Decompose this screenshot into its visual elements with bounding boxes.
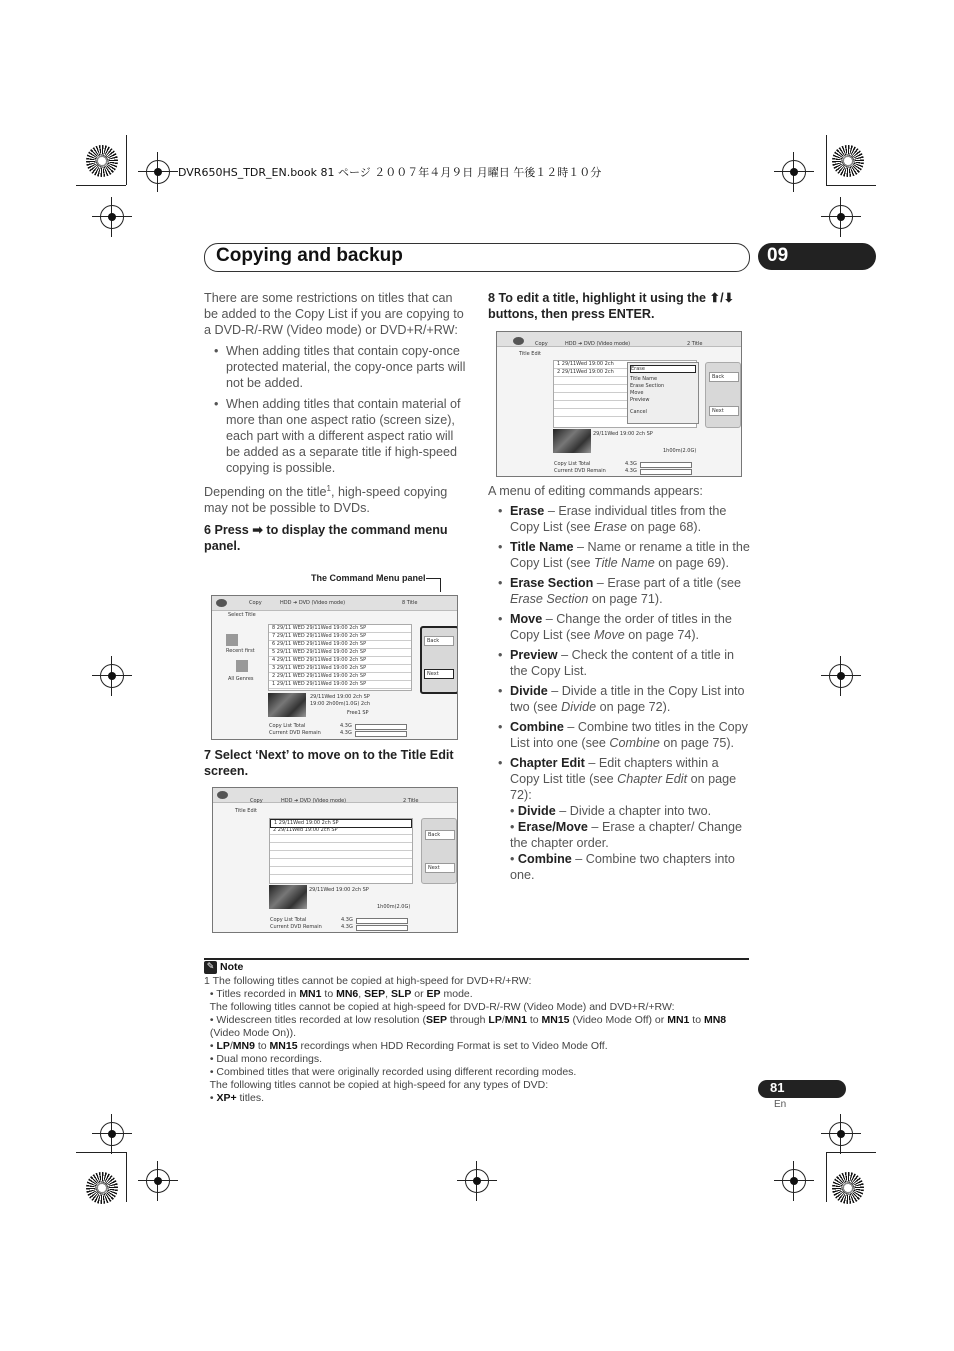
command-item: • Preview – Check the content of a title in the Copy List.: [488, 647, 750, 679]
table-row[interactable]: 8 29/11 WED 29/11Wed 19:00 2ch SP: [269, 625, 411, 633]
list-item: • When adding titles that contain material of more than one aspect ratio (screen size), each part with a different aspect ratio will be added as a separate title if high-speed copying is possible.: [204, 396, 466, 476]
screen-mode: Copy: [535, 341, 548, 347]
menu-item-cancel[interactable]: Cancel: [630, 409, 647, 415]
dvd-remain-value: 4.3G: [340, 730, 352, 736]
note-line: 1 The following titles cannot be copied at high-speed for DVD+R/+RW:: [204, 975, 532, 987]
genre-icon: [236, 660, 248, 672]
menu-item-erase[interactable]: Erase: [630, 365, 696, 373]
screen-count: 2 Title: [687, 341, 703, 347]
table-row[interactable]: 6 29/11 WED 29/11Wed 19:00 2ch SP: [269, 641, 411, 649]
back-button[interactable]: Back: [424, 636, 454, 646]
screen-dest: HDD ➜ DVD (Video mode): [565, 341, 631, 347]
crosshair-icon: [829, 664, 853, 688]
crosshair-icon: [100, 205, 124, 229]
title-list: [269, 818, 413, 884]
command-item: • Erase – Erase individual titles from the Copy List (see Erase on page 68).: [488, 503, 750, 535]
copy-total-value: 4.3G: [625, 461, 637, 467]
step-7: 7 Select ‘Next’ to move on to the Title Edit screen.: [204, 748, 454, 778]
intro-paragraph: There are some restrictions on titles that can be added to the Copy List if you are copying to a DVD-R/-RW (Video mode) or DVD+R/+RW:: [204, 291, 464, 337]
back-button[interactable]: Back: [425, 830, 455, 840]
crosshair-icon: [100, 1122, 124, 1146]
step-8: 8 To edit a title, highlight it using the ⬆/⬇ buttons, then press ENTER.: [488, 291, 735, 321]
registration-burst-icon: [832, 1172, 864, 1204]
copy-total-value: 4.3G: [340, 723, 352, 729]
command-item: • Move – Change the order of titles in the Copy List (see Move on page 74).: [488, 611, 750, 643]
screen-dest: HDD ➜ DVD (Video mode): [281, 798, 347, 804]
menu-intro: A menu of editing commands appears:: [488, 484, 703, 498]
menu-item-move[interactable]: Move: [630, 390, 644, 396]
table-row[interactable]: 1 29/11 WED 29/11Wed 19:00 2ch SP: [269, 681, 411, 689]
copy-total-label: Copy List Total: [554, 461, 591, 467]
menu-item-preview[interactable]: Preview: [630, 397, 650, 403]
crosshair-icon: [782, 160, 806, 184]
dvd-remain-label: Current DVD Remain: [554, 468, 606, 474]
table-row[interactable]: 2 29/11Wed 19:00 2ch SP: [270, 827, 412, 835]
table-row[interactable]: 7 29/11 WED 29/11Wed 19:00 2ch SP: [269, 633, 411, 641]
dvd-remain-label: Current DVD Remain: [270, 924, 322, 930]
title-duration: 1h00m(2.0G): [663, 448, 697, 454]
command-item: • Erase Section – Erase part of a title (see Erase Section on page 71).: [488, 575, 750, 607]
screenshot-title-edit: [212, 787, 458, 933]
note-body: [204, 975, 754, 1105]
command-item: • Combine – Combine two titles in the Copy List into one (see Combine on page 75).: [488, 719, 750, 751]
screenshot-edit-menu: [496, 331, 742, 477]
registration-burst-icon: [86, 1172, 118, 1204]
table-row[interactable]: 2 29/11 WED 29/11Wed 19:00 2ch SP: [269, 673, 411, 681]
command-item: • Divide – Divide a title in the Copy List into two (see Divide on page 72).: [488, 683, 750, 715]
callout-label: The Command Menu panel: [311, 573, 426, 583]
screen-section: Select Title: [228, 612, 256, 618]
note-line: • Titles recorded in MN1 to MN6, SEP, SLP or EP mode.: [204, 988, 473, 1000]
screenshot-select-title: [211, 595, 458, 740]
back-button[interactable]: Back: [709, 372, 739, 382]
capacity-bar: [640, 462, 692, 468]
page-number: 81: [770, 1080, 785, 1095]
video-thumbnail: [553, 429, 591, 453]
disc-icon: [216, 599, 227, 607]
note-line: The following titles cannot be copied at high-speed for DVD-R/-RW (Video Mode) and DVD+R/+RW:: [204, 1001, 675, 1013]
up-down-arrows-icon: ⬆/⬇: [709, 291, 735, 305]
page-title: Copying and backup: [216, 245, 403, 266]
registration-burst-icon: [86, 145, 118, 177]
copy-total-label: Copy List Total: [270, 917, 307, 923]
crosshair-icon: [829, 205, 853, 229]
chapter-subitem: • Erase/Move – Erase a chapter/ Change the chapter order.: [510, 820, 742, 850]
note-line: • Combined titles that were originally recorded using different recording modes.: [204, 1066, 577, 1078]
capacity-bar: [356, 918, 408, 924]
crosshair-icon: [100, 664, 124, 688]
note-line: (Video Mode On)).: [204, 1027, 297, 1039]
table-row[interactable]: 1 29/11Wed 19:00 2ch: [554, 361, 696, 369]
next-button[interactable]: Next: [425, 863, 455, 873]
title-duration: 1h00m(2.0G): [377, 904, 411, 910]
command-item: • Chapter Edit – Edit chapters within a Copy List title (see Chapter Edit on page 72):: [488, 755, 750, 803]
title-list: [268, 624, 412, 691]
copy-total-label: Copy List Total: [269, 723, 306, 729]
screen-dest: HDD ➜ DVD (Video mode): [280, 600, 346, 606]
footnote-ref: 1: [326, 484, 331, 493]
table-row[interactable]: 4 29/11 WED 29/11Wed 19:00 2ch SP: [269, 657, 411, 665]
depending-paragraph: Depending on the title$^1$, high-speed copying may not be possible to DVDs.: [204, 484, 448, 516]
note-icon: ✎: [204, 961, 217, 974]
screen-mode: Copy: [249, 600, 262, 606]
chapter-subitem: • Combine – Combine two chapters into one.: [510, 852, 735, 882]
all-genres-label: All Genres: [228, 676, 254, 682]
capacity-bar: [355, 731, 407, 737]
note-line: The following titles cannot be copied at high-speed for any types of DVD:: [204, 1079, 549, 1091]
note-line: • XP+ titles.: [204, 1092, 265, 1104]
note-line: • Dual mono recordings.: [204, 1053, 323, 1065]
video-thumbnail: [268, 693, 306, 717]
capacity-bar: [356, 925, 408, 931]
table-row[interactable]: 5 29/11 WED 29/11Wed 19:00 2ch SP: [269, 649, 411, 657]
crosshair-icon: [146, 1169, 170, 1193]
capacity-bar: [640, 469, 692, 475]
right-arrow-icon: ➡: [252, 523, 263, 538]
crosshair-icon: [782, 1169, 806, 1193]
title-info: 29/11Wed 19:00 2ch SP: [310, 694, 370, 700]
table-row[interactable]: 2 29/11Wed 19:00 2ch: [554, 369, 696, 377]
menu-item-erase-section[interactable]: Erase Section: [630, 383, 665, 389]
chapter-subitem: • Divide – Divide a chapter into two.: [510, 804, 712, 818]
screen-count: 2 Title: [403, 798, 419, 804]
dvd-remain-value: 4.3G: [341, 924, 353, 930]
command-list: [488, 503, 750, 883]
note-rule: [204, 958, 749, 960]
command-item: • Title Name – Name or rename a title in the Copy List (see Title Name on page 69).: [488, 539, 750, 571]
title-mode: Free1 SP: [347, 710, 369, 716]
capacity-bar: [355, 724, 407, 730]
disc-icon: [513, 337, 524, 345]
title-info: 29/11Wed 19:00 2ch SP: [309, 887, 369, 893]
next-button[interactable]: Next: [424, 669, 454, 679]
command-menu-panel: [421, 818, 457, 884]
table-row[interactable]: 3 29/11 WED 29/11Wed 19:00 2ch SP: [269, 665, 411, 673]
note-line: • Widescreen titles recorded at low resolution (SEP through LP/MN1 to MN15 (Video Mode Off) or MN1 to MN8: [204, 1014, 727, 1026]
note-line: • LP/MN9 to MN15 recordings when HDD Recording Format is set to Video Mode Off.: [204, 1040, 608, 1052]
next-button[interactable]: Next: [709, 406, 739, 416]
registration-burst-icon: [832, 145, 864, 177]
step-6: 6 Press ➡ to display the command menu panel.: [204, 523, 448, 554]
crosshair-icon: [465, 1169, 489, 1193]
crosshair-icon: [829, 1122, 853, 1146]
screen-mode: Copy: [250, 798, 263, 804]
title-info: 29/11Wed 19:00 2ch SP: [593, 431, 653, 437]
screen-section: Title Edit: [519, 351, 541, 357]
left-column: [204, 290, 466, 554]
screen-count: 8 Title: [402, 600, 418, 606]
crosshair-icon: [146, 160, 170, 184]
recent-first-label: Recent first: [226, 648, 255, 654]
copy-total-value: 4.3G: [341, 917, 353, 923]
print-header-line: DVR650HS_TDR_EN.book 81 ページ ２００７年４月９日 月曜日 午後１２時１０分: [178, 166, 602, 179]
title-duration: 19:00 2h00m(1.0G) 2ch: [310, 701, 370, 707]
list-item: • When adding titles that contain copy-once protected material, the copy-once parts will not be added.: [204, 343, 466, 391]
note-heading: Note: [220, 961, 244, 973]
video-thumbnail: [269, 885, 307, 909]
page-lang: En: [774, 1099, 787, 1110]
right-column: [488, 483, 750, 883]
edit-command-menu: [627, 362, 699, 424]
disc-icon: [217, 791, 228, 799]
menu-item-title-name[interactable]: Title Name: [630, 376, 658, 382]
sort-icon: [226, 634, 238, 646]
screen-section: Title Edit: [235, 808, 257, 814]
dvd-remain-value: 4.3G: [625, 468, 637, 474]
table-row[interactable]: 1 29/11Wed 19:00 2ch SP: [270, 819, 412, 828]
chapter-number: 09: [767, 245, 789, 266]
dvd-remain-label: Current DVD Remain: [269, 730, 321, 736]
